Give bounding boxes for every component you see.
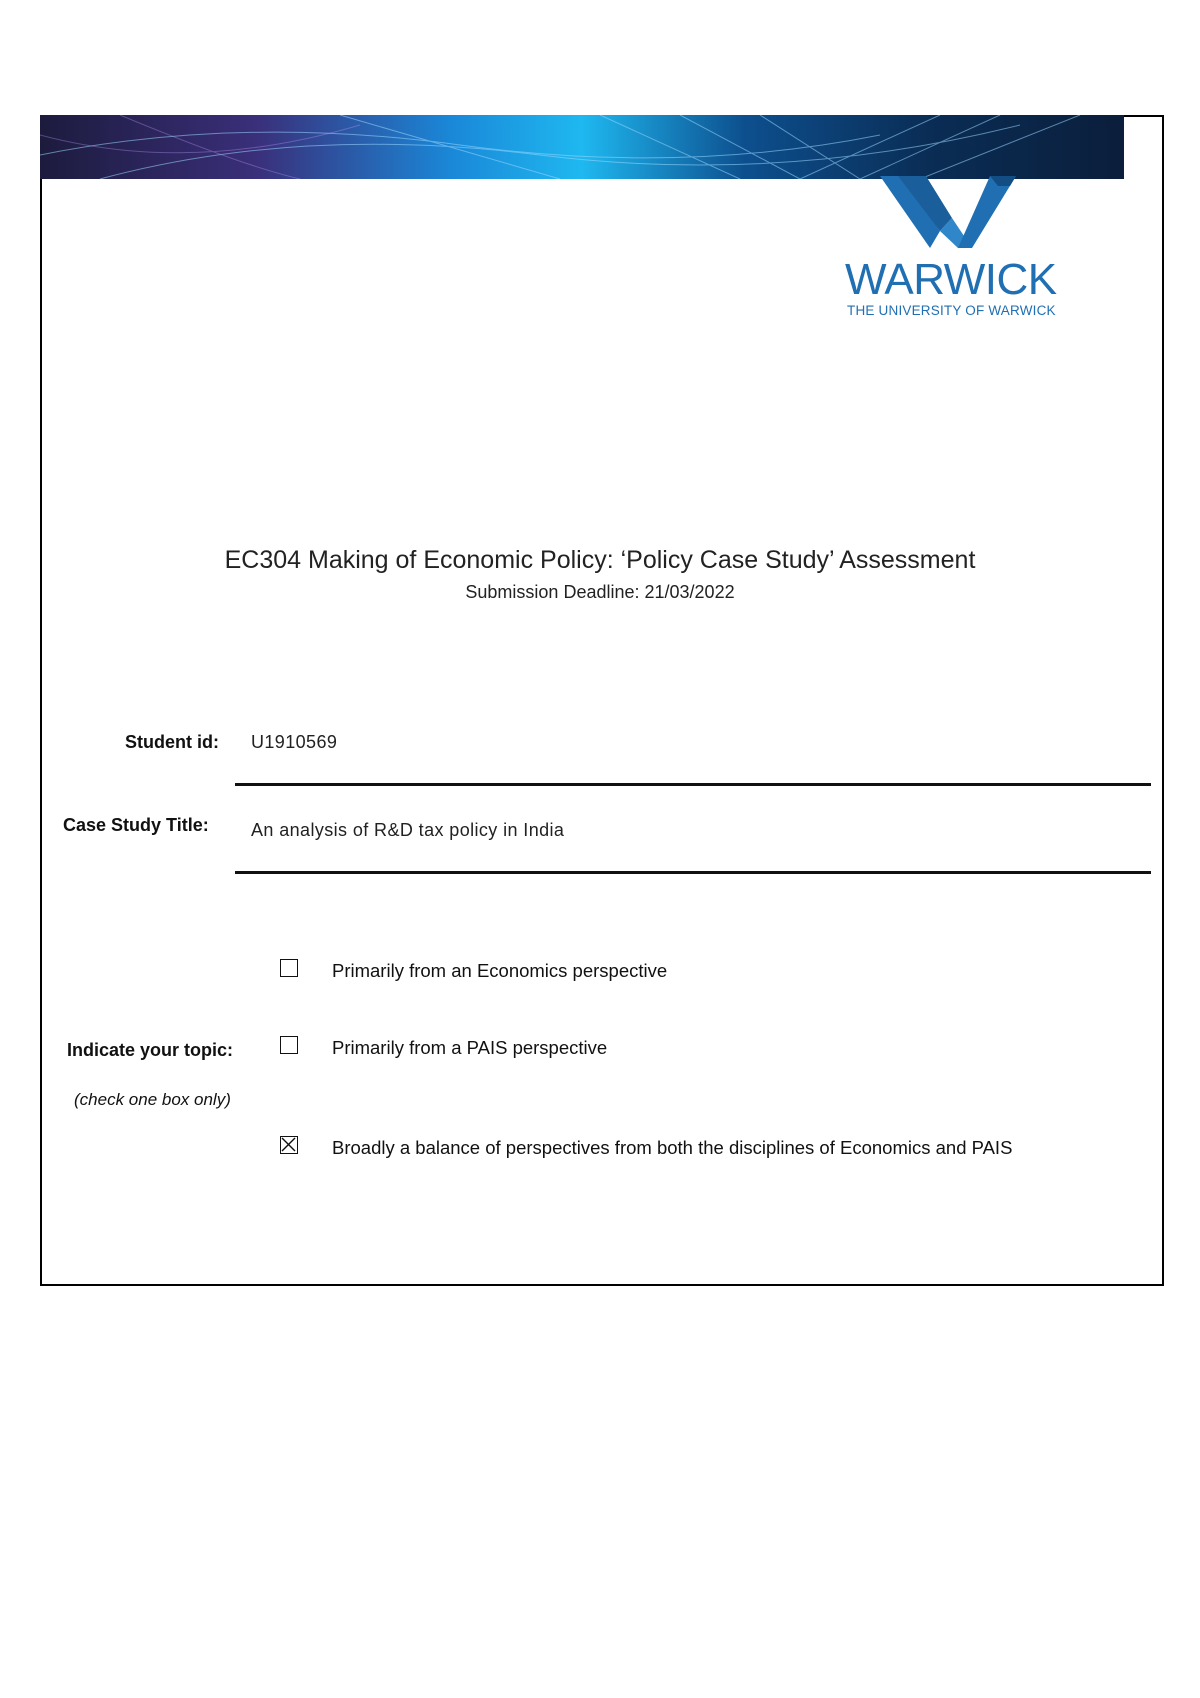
cross-mark-icon <box>281 1137 296 1152</box>
logo-subtitle: THE UNIVERSITY OF WARWICK <box>847 303 1056 318</box>
economics-checkbox[interactable] <box>280 959 298 977</box>
banner-edge <box>1124 115 1164 117</box>
pais-checkbox[interactable] <box>280 1036 298 1054</box>
topic-option-balance: Broadly a balance of perspectives from both the disciplines of Economics and PAIS <box>332 1137 1013 1158</box>
logo-wordmark: WARWICK <box>845 255 1057 304</box>
page-title: EC304 Making of Economic Policy: ‘Policy Case Study’ Assessment <box>224 546 976 574</box>
case-study-title-value: An analysis of R&D tax policy in India <box>251 820 565 840</box>
case-study-title-label: Case Study Title: <box>63 815 209 835</box>
topic-option-pais: Primarily from a PAIS perspective <box>332 1037 608 1058</box>
student-id-underline <box>235 783 1151 786</box>
balance-checkbox[interactable] <box>280 1136 298 1154</box>
student-id-value: U1910569 <box>251 732 338 752</box>
banner-graphic <box>40 115 1124 179</box>
student-id-label: Student id: <box>125 732 219 752</box>
case-study-underline <box>235 871 1151 874</box>
topic-label: Indicate your topic: <box>67 1040 234 1060</box>
topic-option-economics: Primarily from an Economics perspective <box>332 960 668 981</box>
header-banner <box>40 115 1124 179</box>
topic-hint: (check one box only) <box>74 1090 231 1109</box>
submission-deadline: Submission Deadline: 21/03/2022 <box>465 582 735 602</box>
